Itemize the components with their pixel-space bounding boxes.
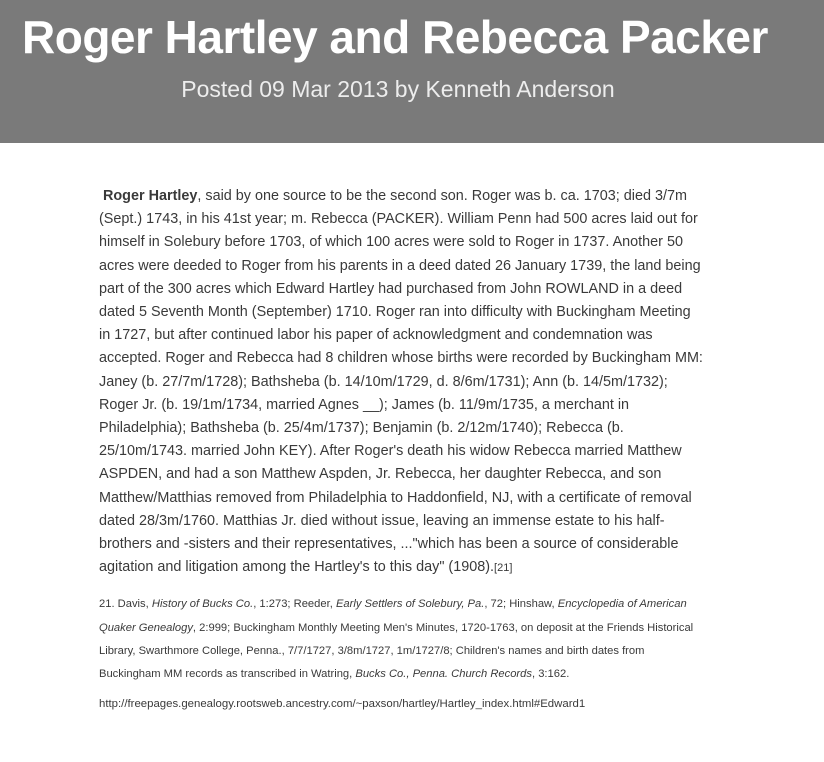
post-header [0, 0, 824, 143]
footnote-reference-link[interactable]: [21] [494, 562, 513, 575]
paragraph-text: , said by one source to be the second son. Roger was b. ca. 1703; died 3/7m (Sept.) 1743, in his 41st year; m. Rebecca (PACKER). William Penn had 500 acres laid out for himself in Solebury before 1703, of which 100 acres were sold to Roger in 1737. Another 50 acres were deeded to Roger from his parents in a deed dated 26 January 1739, the land being part of the 300 acres which Edward Hartley had purchased from John ROWLAND in a deed dated 5 Seventh Month (September) 1710. Roger ran into difficulty with Buckingham Meeting in 1727, but after continued labor his paper of acknowledgment and condemnation was accepted. Roger and Rebecca had 8 children whose births were recorded by Buckingham MM: Janey (b. 27/7m/1728); Bathsheba (b. 14/10m/1729, d. 8/6m/1731); Ann (b. 14/5m/1732); Roger Jr. (b. 19/1m/1734, married Agnes __); James (b. 11/9m/1735, a merchant in Philadelphia); Bathsheba (b. 25/4m/1737); Benjamin (b. 2/12m/1740); Rebecca (b. 25/10m/1743. married John KEY). After Roger's death his widow Rebecca married Matthew ASPDEN, and had a son Matthew Aspden, Jr. Rebecca, her daughter Rebecca, and son Matthew/Matthias removed from Philadelphia to Haddonfield, NJ, with a certificate of removal dated 28/3m/1760. Matthias Jr. died without issue, leaving an immense estate to his half-brothers and -sisters and their representatives, ..."which has been a source of considerable agitation and litigation among the Hartley's to this day" (1908). [99, 188, 703, 576]
post-title: Roger Hartley and Rebecca Packer [22, 11, 768, 63]
footnote-source-title: Early Settlers of Solebury, Pa. [335, 598, 485, 611]
article-body [99, 185, 703, 713]
footnote-source-title: Bucks Co., Penna. Church Records [355, 668, 532, 681]
footnote-text: , 2:999; Buckingham Monthly Meeting Men's Minutes, 1720-1763, on deposit at the Friends Historical Library, Swarthmore College, Penna., 7/7/1727, 3/8m/1727, 1m/1727/8; Children's names and birth dates from Buckingham MM records as transcribed in Watring, [99, 621, 694, 681]
footnote-source-title: Encyclopedia of American Quaker Genealogy [99, 598, 687, 634]
article-paragraph [99, 185, 703, 580]
lead-name: Roger Hartley [103, 188, 198, 204]
source-url: http://freepages.genealogy.rootsweb.ancestry.com/~paxson/hartley/Hartley_index.html#Edward1 [99, 698, 586, 711]
footnote-text: , 1:273; Reeder, [253, 598, 336, 611]
post-byline: Posted 09 Mar 2013 by Kenneth Anderson [181, 76, 615, 102]
footnote-text: , 72; Hinshaw, [484, 598, 558, 611]
footnote-source-title: History of Bucks Co. [151, 598, 254, 611]
footnote-text: , 3:162. [531, 668, 570, 681]
footnote-text: 21. Davis, [99, 598, 152, 611]
footnote [99, 593, 703, 686]
